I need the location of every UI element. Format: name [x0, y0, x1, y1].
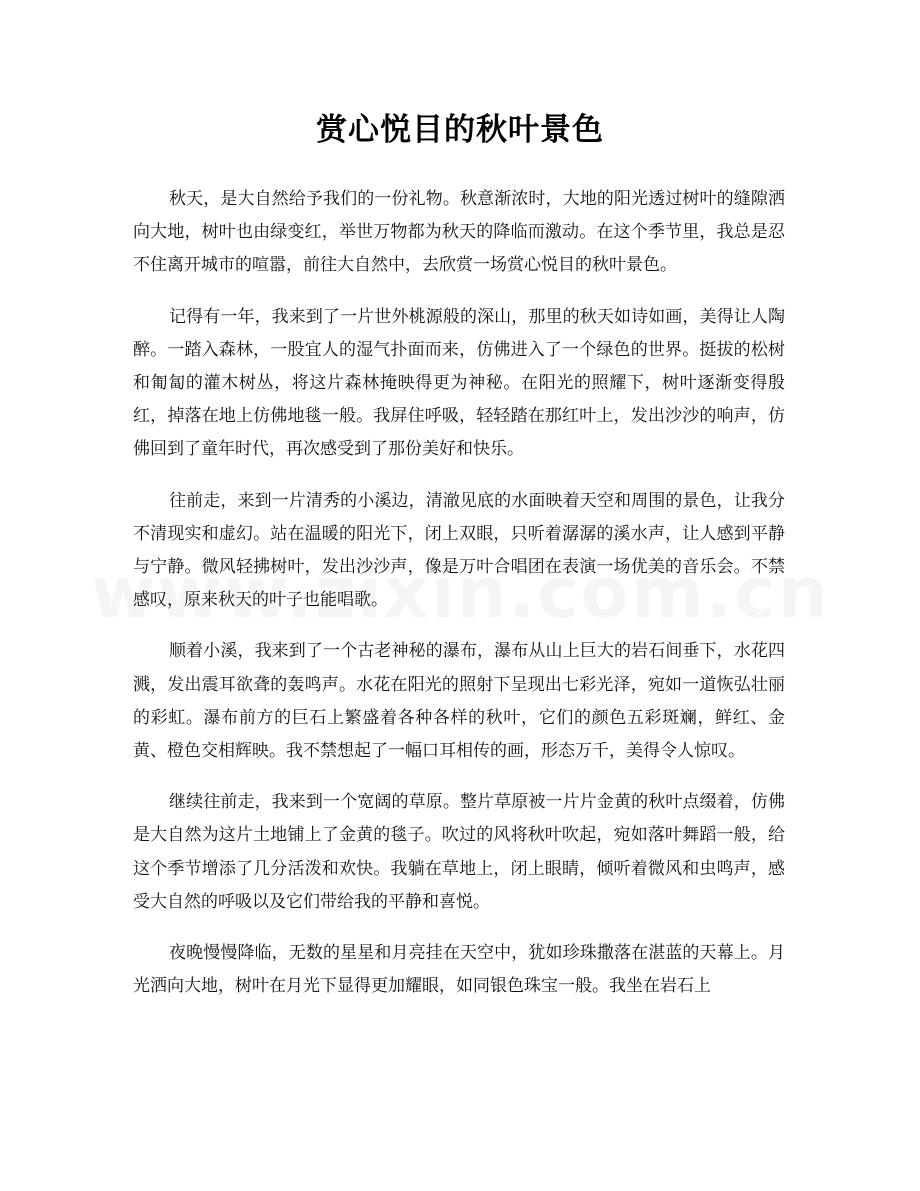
paragraph: 夜晚慢慢降临，无数的星星和月亮挂在天空中，犹如珍珠撒落在湛蓝的天幕上。月光洒向大地，树叶在月光下显得更加耀眼，如同银色珠宝一般。我坐在岩石上 — [133, 943, 785, 997]
paragraph: 继续往前走，我来到一个宽阔的草原。整片草原被一片片金黄的秋叶点缀着，仿佛是大自然为这片土地铺上了金黄的毯子。吹过的风将秋叶吹起，宛如落叶舞蹈一般，给这个季节增添了几分活泼和欢快。我躺在草地上，闭上眼睛，倾听着微风和虫鸣声，感受大自然的呼吸以及它们带给我的平静和喜悦。 — [133, 792, 785, 912]
paragraph: 记得有一年，我来到了一片世外桃源般的深山，那里的秋天如诗如画，美得让人陶醉。一踏入森林，一股宜人的湿气扑面而来，仿佛进入了一个绿色的世界。挺拔的松树和匍匐的灌木树丛，将这片森林掩映得更为神秘。在阳光的照耀下，树叶逐渐变得殷红，掉落在地上仿佛地毯一般。我屏住呼吸，轻轻踏在那红叶上，发出沙沙的响声，仿佛回到了童年时代，再次感受到了那份美好和快乐。 — [133, 306, 785, 460]
paragraph: 往前走，来到一片清秀的小溪边，清澈见底的水面映着天空和周围的景色，让我分不清现实和虚幻。站在温暖的阳光下，闭上双眼，只听着潺潺的溪水声，让人感到平静与宁静。微风轻拂树叶，发出沙沙声，像是万叶合唱团在表演一场优美的音乐会。不禁感叹，原来秋天的叶子也能唱歌。 — [133, 490, 785, 611]
paragraph: 顺着小溪，我来到了一个古老神秘的瀑布，瀑布从山上巨大的岩石间垂下，水花四溅，发出震耳欲聋的轰鸣声。水花在阳光的照射下呈现出七彩光泽，宛如一道恢弘壮丽的彩虹。瀑布前方的巨石上繁盛着各种各样的秋叶，它们的颜色五彩斑斓，鲜红、金黄、橙色交相辉映。我不禁想起了一幅口耳相传的画，形态万千，美得令人惊叹。 — [133, 641, 785, 762]
document-title: 赏心悦目的秋叶景色 — [316, 112, 604, 148]
paragraph: 秋天，是大自然给予我们的一份礼物。秋意渐浓时，大地的阳光透过树叶的缝隙洒向大地，树叶也由绿变红，举世万物都为秋天的降临而激动。在这个季节里，我总是忍不住离开城市的喧嚣，前往大自然中，去欣赏一场赏心悦目的秋叶景色。 — [133, 189, 785, 276]
document-body — [133, 183, 785, 1021]
